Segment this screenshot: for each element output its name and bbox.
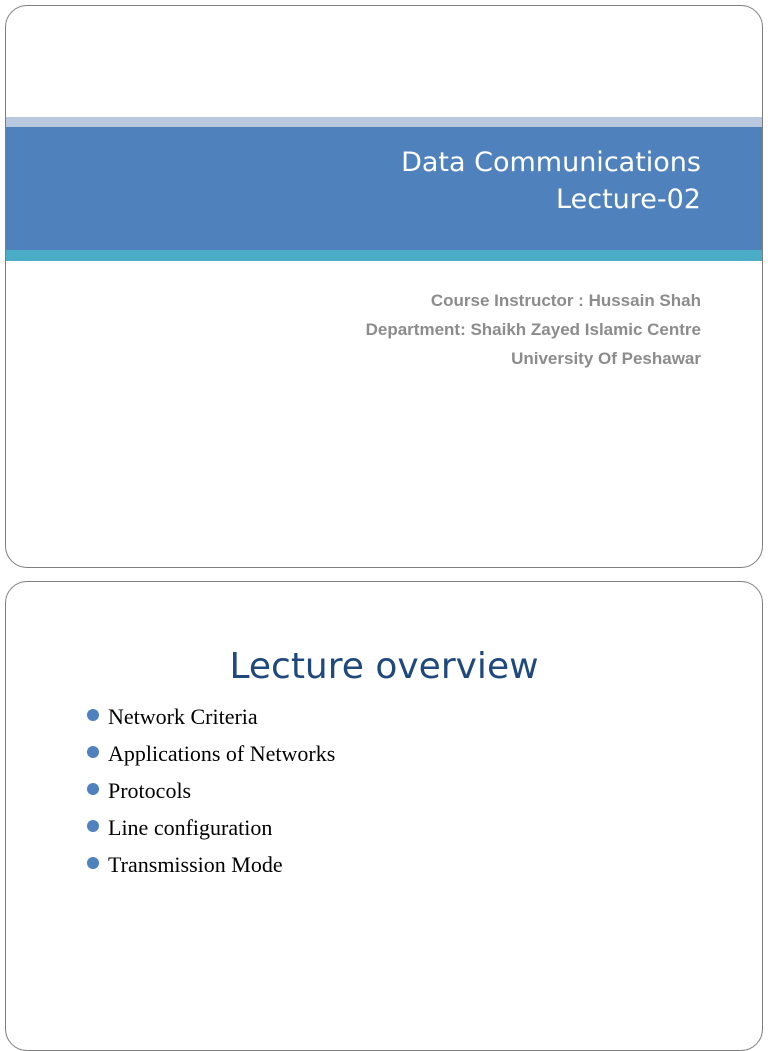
slide-title — [401, 144, 701, 218]
overview-bullet-list — [85, 704, 335, 889]
list-item — [85, 852, 335, 889]
title-band-top-stripe — [6, 117, 762, 127]
bullet-dot-icon — [87, 857, 99, 869]
bullet-dot-icon — [87, 783, 99, 795]
list-item-label: Applications of Networks — [108, 741, 336, 766]
list-item — [85, 741, 335, 778]
title-slide — [5, 5, 763, 568]
department-line: Department: Shaikh Zayed Islamic Centre — [365, 320, 701, 339]
list-item — [85, 815, 335, 852]
list-item-label: Protocols — [108, 778, 192, 803]
bullet-dot-icon — [87, 709, 99, 721]
bullet-dot-icon — [87, 820, 99, 832]
bullet-dot-icon — [87, 746, 99, 758]
slide-title-line2: Lecture-02 — [556, 184, 701, 215]
list-item-label: Transmission Mode — [108, 852, 283, 877]
overview-title: Lecture overview — [229, 646, 539, 687]
list-item-label: Network Criteria — [108, 704, 258, 729]
list-item — [85, 778, 335, 815]
slide-title-line1: Data Communications — [401, 147, 701, 178]
list-item — [85, 704, 335, 741]
university-line: University Of Peshawar — [511, 349, 701, 368]
overview-slide — [5, 581, 763, 1051]
instructor-line: Course Instructor : Hussain Shah — [430, 291, 701, 310]
slide-subtitle — [366, 286, 701, 373]
list-item-label: Line configuration — [108, 815, 273, 840]
title-band-bottom-stripe — [6, 250, 762, 261]
